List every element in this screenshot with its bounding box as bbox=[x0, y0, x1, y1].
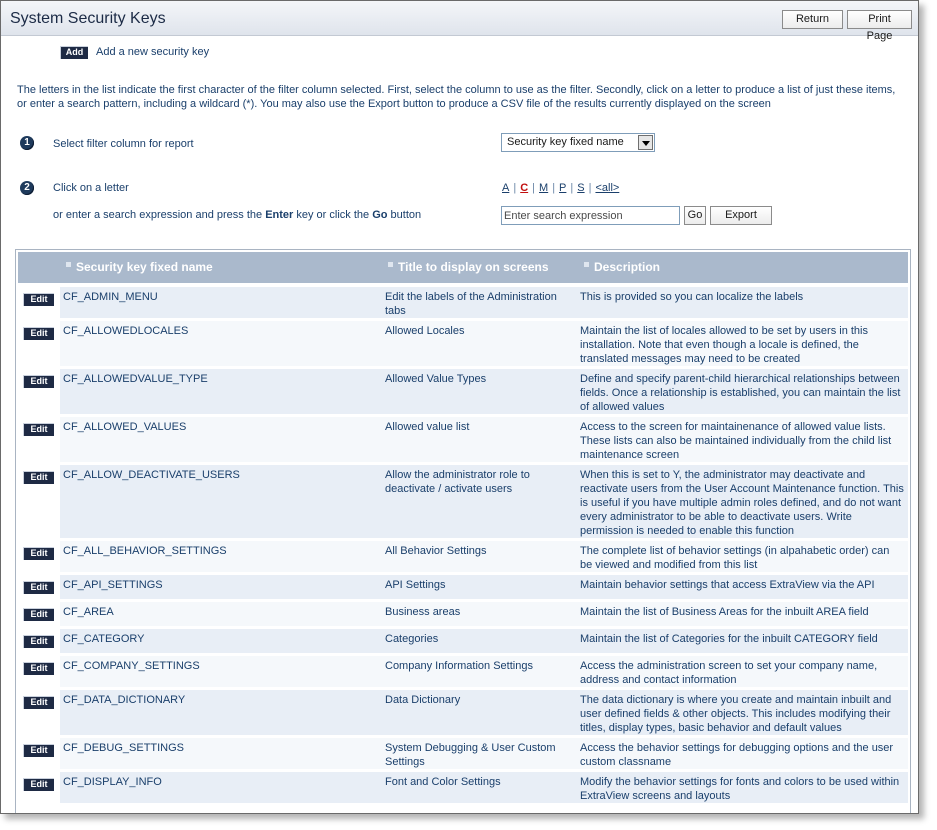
instructions-text: The letters in the list indicate the first character of the filter column selected. First, select the column to use as the filter. Secondly, click on a letter to produce a list of just these items, or enter a search pattern, including a wildcard (*). You may also use the Export button to produce a CSV file of the results currently displayed on the screen bbox=[17, 84, 896, 110]
title-cell: Business areas bbox=[380, 602, 576, 626]
letter-separator: | bbox=[588, 182, 592, 194]
column-header-key-label: Security key fixed name bbox=[76, 260, 213, 274]
letter-link[interactable]: <all> bbox=[595, 182, 620, 194]
table-row bbox=[18, 369, 908, 417]
edit-button[interactable]: Edit bbox=[23, 635, 54, 648]
column-header-description[interactable] bbox=[584, 260, 660, 274]
filter-column-label: Select filter column for report bbox=[53, 138, 194, 150]
table-row bbox=[18, 541, 908, 575]
key-cell: CF_ALLOWED_VALUES bbox=[60, 417, 380, 462]
key-cell: CF_DISPLAY_INFO bbox=[60, 772, 380, 803]
edit-button[interactable]: Edit bbox=[23, 375, 54, 388]
description-cell: Maintain the list of Business Areas for the inbuilt AREA field bbox=[576, 602, 908, 626]
column-header-title[interactable] bbox=[388, 260, 549, 274]
add-button[interactable]: Add bbox=[60, 46, 88, 59]
table-row bbox=[18, 417, 908, 465]
search-instructions-suffix: button bbox=[390, 209, 422, 221]
letter-label: Click on a letter bbox=[53, 182, 129, 194]
go-button[interactable]: Go bbox=[684, 206, 706, 225]
table-row bbox=[18, 690, 908, 738]
letter-link[interactable]: S bbox=[577, 182, 585, 194]
edit-button[interactable]: Edit bbox=[23, 608, 54, 621]
letter-filter-list bbox=[502, 182, 619, 194]
letter-link[interactable]: C bbox=[520, 182, 529, 194]
title-cell: Allowed value list bbox=[380, 417, 576, 462]
key-cell: CF_DEBUG_SETTINGS bbox=[60, 738, 380, 769]
letter-separator: | bbox=[513, 182, 517, 194]
page-title: System Security Keys bbox=[10, 10, 166, 27]
description-cell: Maintain the list of locales allowed to be set by users in this installation. Note that even though a locale is defined, the translated messages may need to be created bbox=[576, 321, 908, 366]
edit-button[interactable]: Edit bbox=[23, 471, 54, 484]
table-row bbox=[18, 465, 908, 541]
title-cell: Allow the administrator role to deactivate / activate users bbox=[380, 465, 576, 538]
letter-link[interactable]: M bbox=[539, 182, 549, 194]
table-row bbox=[18, 629, 908, 656]
title-cell: Company Information Settings bbox=[380, 656, 576, 687]
table-body bbox=[18, 287, 908, 806]
description-cell: Access the administration screen to set your company name, address and contact information bbox=[576, 656, 908, 687]
edit-button[interactable]: Edit bbox=[23, 327, 54, 340]
description-cell: The complete list of behavior settings (in alpahabetic order) can be viewed and modified from this list bbox=[576, 541, 908, 572]
title-cell: All Behavior Settings bbox=[380, 541, 576, 572]
letter-separator: | bbox=[570, 182, 574, 194]
sort-icon bbox=[388, 262, 393, 267]
description-cell: This is provided so you can localize the labels bbox=[576, 287, 908, 318]
table-row bbox=[18, 321, 908, 369]
title-bar bbox=[1, 1, 918, 42]
add-security-key-label: Add a new security key bbox=[96, 46, 210, 58]
filter-select-value: Security key fixed name bbox=[507, 136, 624, 148]
enter-key-text: Enter bbox=[265, 209, 294, 221]
chevron-down-icon[interactable] bbox=[638, 135, 653, 150]
description-cell: Modify the behavior settings for fonts and colors to be used within ExtraView screens and layouts bbox=[576, 772, 908, 803]
title-cell: Categories bbox=[380, 629, 576, 653]
edit-button[interactable]: Edit bbox=[23, 293, 54, 306]
table-row bbox=[18, 738, 908, 772]
edit-button[interactable]: Edit bbox=[23, 423, 54, 436]
title-cell: Allowed Locales bbox=[380, 321, 576, 366]
edit-button[interactable]: Edit bbox=[23, 744, 54, 757]
description-cell: Access the behavior settings for debugging options and the user custom classname bbox=[576, 738, 908, 769]
description-cell: Define and specify parent-child hierarchical relationships between fields. Once a relationship is established, you can maintain the list of allowed values bbox=[576, 369, 908, 414]
description-cell: Maintain the list of Categories for the inbuilt CATEGORY field bbox=[576, 629, 908, 653]
letter-separator: | bbox=[552, 182, 556, 194]
table-row bbox=[18, 656, 908, 690]
key-cell: CF_ALLOWEDLOCALES bbox=[60, 321, 380, 366]
title-cell: API Settings bbox=[380, 575, 576, 599]
letter-link[interactable]: A bbox=[502, 182, 510, 194]
filter-column-select[interactable] bbox=[501, 133, 655, 152]
key-cell: CF_ALLOWEDVALUE_TYPE bbox=[60, 369, 380, 414]
go-text: Go bbox=[372, 209, 388, 221]
column-header-title-label: Title to display on screens bbox=[398, 260, 549, 274]
step-1-icon: 1 bbox=[20, 136, 34, 150]
security-keys-table bbox=[15, 249, 911, 814]
letter-link[interactable]: P bbox=[559, 182, 567, 194]
key-cell: CF_COMPANY_SETTINGS bbox=[60, 656, 380, 687]
letter-separator: | bbox=[532, 182, 536, 194]
search-instructions bbox=[53, 209, 421, 221]
key-cell: CF_ALLOW_DEACTIVATE_USERS bbox=[60, 465, 380, 538]
table-header bbox=[18, 252, 908, 283]
edit-button[interactable]: Edit bbox=[23, 581, 54, 594]
key-cell: CF_ALL_BEHAVIOR_SETTINGS bbox=[60, 541, 380, 572]
title-cell: Allowed Value Types bbox=[380, 369, 576, 414]
key-cell: CF_API_SETTINGS bbox=[60, 575, 380, 599]
description-cell: When this is set to Y, the administrator may deactivate and reactivate users from the User Account Maintenance function. This is useful if you have multiple admin roles defined, and do not want every administrator to be able to deactivate users. Write permission is needed to enable this function bbox=[576, 465, 908, 538]
table-row bbox=[18, 287, 908, 321]
sort-icon bbox=[584, 262, 589, 267]
table-row bbox=[18, 575, 908, 602]
print-page-button[interactable]: Print Page bbox=[847, 10, 912, 29]
edit-button[interactable]: Edit bbox=[23, 662, 54, 675]
description-cell: Maintain behavior settings that access ExtraView via the API bbox=[576, 575, 908, 599]
column-header-key[interactable] bbox=[66, 260, 213, 274]
title-cell: Font and Color Settings bbox=[380, 772, 576, 803]
key-cell: CF_DATA_DICTIONARY bbox=[60, 690, 380, 735]
edit-button[interactable]: Edit bbox=[23, 547, 54, 560]
key-cell: CF_ADMIN_MENU bbox=[60, 287, 380, 318]
search-instructions-mid: key or click the bbox=[296, 209, 370, 221]
search-instructions-prefix: or enter a search expression and press the bbox=[53, 209, 263, 221]
title-cell: Edit the labels of the Administration tabs bbox=[380, 287, 576, 318]
column-header-description-label: Description bbox=[594, 260, 661, 274]
title-cell: Data Dictionary bbox=[380, 690, 576, 735]
edit-button[interactable]: Edit bbox=[23, 778, 54, 791]
sort-icon bbox=[66, 262, 71, 267]
table-row bbox=[18, 602, 908, 629]
key-cell: CF_CATEGORY bbox=[60, 629, 380, 653]
search-input[interactable] bbox=[501, 206, 680, 225]
description-cell: Access to the screen for maintainenance of allowed value lists. These lists can also be maintained individually from the child list maintenance screen bbox=[576, 417, 908, 462]
key-cell: CF_AREA bbox=[60, 602, 380, 626]
edit-button[interactable]: Edit bbox=[23, 696, 54, 709]
title-cell: System Debugging & User Custom Settings bbox=[380, 738, 576, 769]
description-cell: The data dictionary is where you create and maintain inbuilt and user defined fields & other objects. This includes modifying their titles, display types, basic behavior and default values bbox=[576, 690, 908, 735]
table-row bbox=[18, 772, 908, 806]
export-button[interactable]: Export bbox=[710, 206, 772, 225]
return-button[interactable]: Return bbox=[782, 10, 843, 29]
step-2-icon: 2 bbox=[20, 181, 34, 195]
